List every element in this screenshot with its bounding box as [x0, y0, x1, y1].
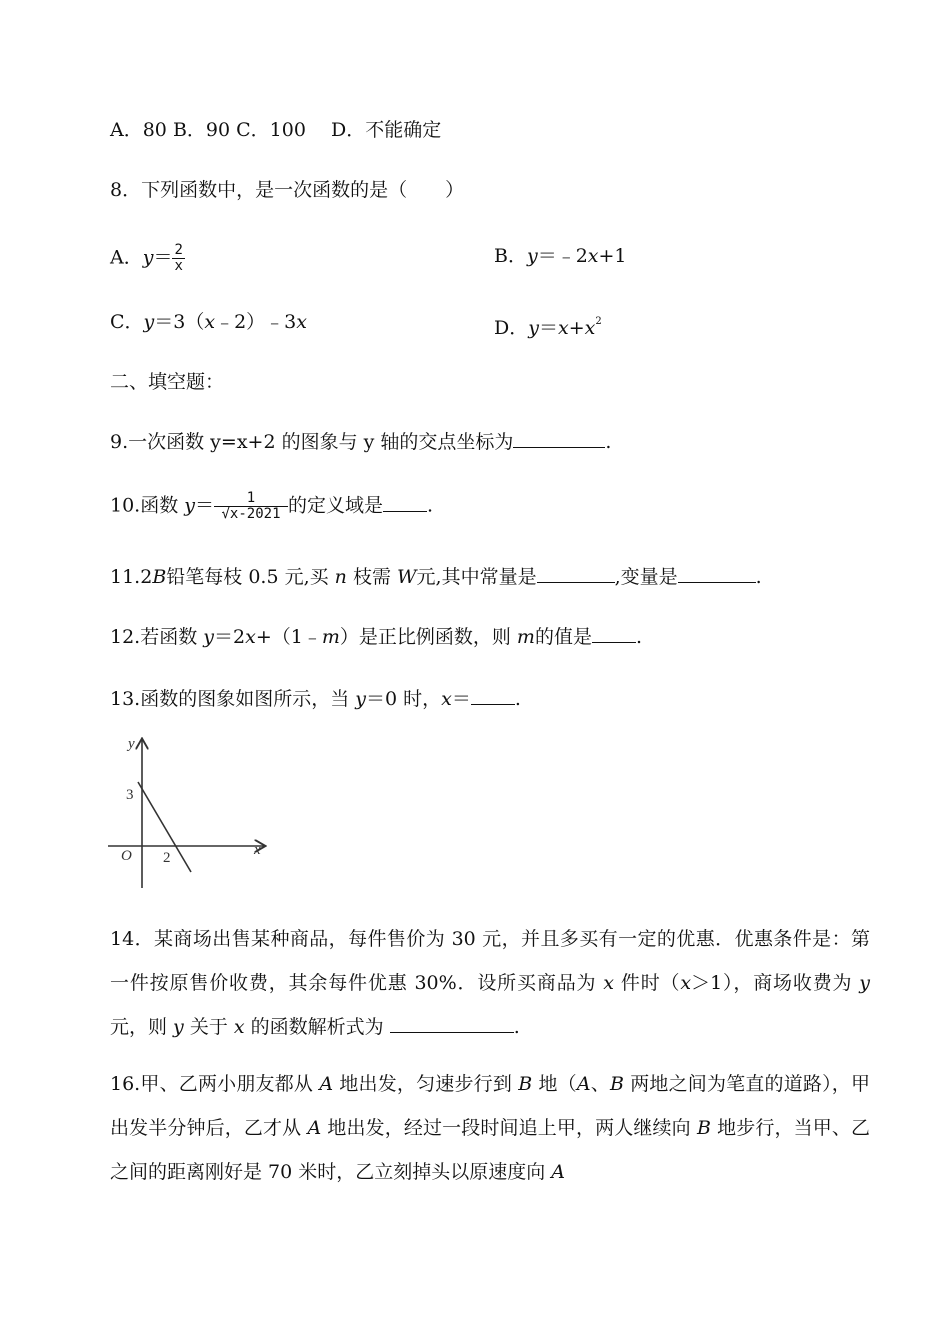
x-axis-label: x [254, 842, 261, 858]
q14: 14．某商场出售某种商品，每件售价为 30 元，并且多买有一定的优惠．优惠条件是：第一件按原售价收费，其余每件优惠 30%．设所买商品为 x 件时（x＞1），商场收费为 y 元，则 y 关于 x 的函数解析式为 . [110, 928, 870, 1038]
answer-blank [383, 493, 427, 512]
y-intercept-label: 3 [126, 787, 134, 803]
origin-label: O [121, 848, 132, 864]
linear-function-graph [104, 732, 274, 894]
section-heading: 二、填空题： [110, 371, 225, 393]
answer-blank [678, 564, 756, 583]
answer-blank [592, 624, 636, 643]
answer-blank [513, 429, 605, 448]
q11: 11.2B铅笔每枝 0.5 元,买 n 枝需 W元,其中常量是 ,变量是 . [110, 566, 762, 588]
q7-options: A．80 B．90 C．100 D．不能确定 [110, 119, 442, 141]
y-axis-label: y [128, 736, 135, 752]
q8-option-b: B．y＝﹣2x+1 [494, 245, 627, 267]
answer-blank [471, 686, 515, 705]
answer-blank [390, 1014, 514, 1033]
q8-option-d: D．$y=x+x^2$ [494, 316, 602, 339]
q8-stem: 8．下列函数中，是一次函数的是（ ） [110, 179, 465, 201]
fraction-2-over-x: $\frac{2}{x}$ [174, 242, 183, 274]
fraction-sqrt: $\frac{1}{√x-2021}$ [214, 491, 288, 522]
q8-option-a: A．y＝ $\frac{2}{x}$ [110, 242, 183, 274]
q16: 16.甲、乙两小朋友都从 A 地出发，匀速步行到 B 地（A、B 两地之间为笔直的道路），甲出发半分钟后，乙才从 A 地出发，经过一段时间追上甲，两人继续向 B 地步行，当甲、乙之间的距离刚好是 70 米时，乙立刻掉头以原速度向 A [110, 1073, 870, 1183]
q13: 13.函数的图象如图所示，当 y＝0 时，x＝ . [110, 688, 521, 710]
q9: 9.一次函数 y=x+2 的图象与 y 轴的交点坐标为 . [110, 431, 612, 453]
q8-option-c: C．y＝3（x﹣2）﹣3x [110, 311, 307, 333]
answer-blank [537, 564, 615, 583]
x-intercept-label: 2 [163, 850, 171, 866]
q12: 12.若函数 y＝2x+（1﹣m）是正比例函数，则 m的值是 . [110, 626, 642, 648]
q10: 10.函数 y＝ $\frac{1}{√x-2021}$ 的定义域是 . [110, 490, 434, 522]
